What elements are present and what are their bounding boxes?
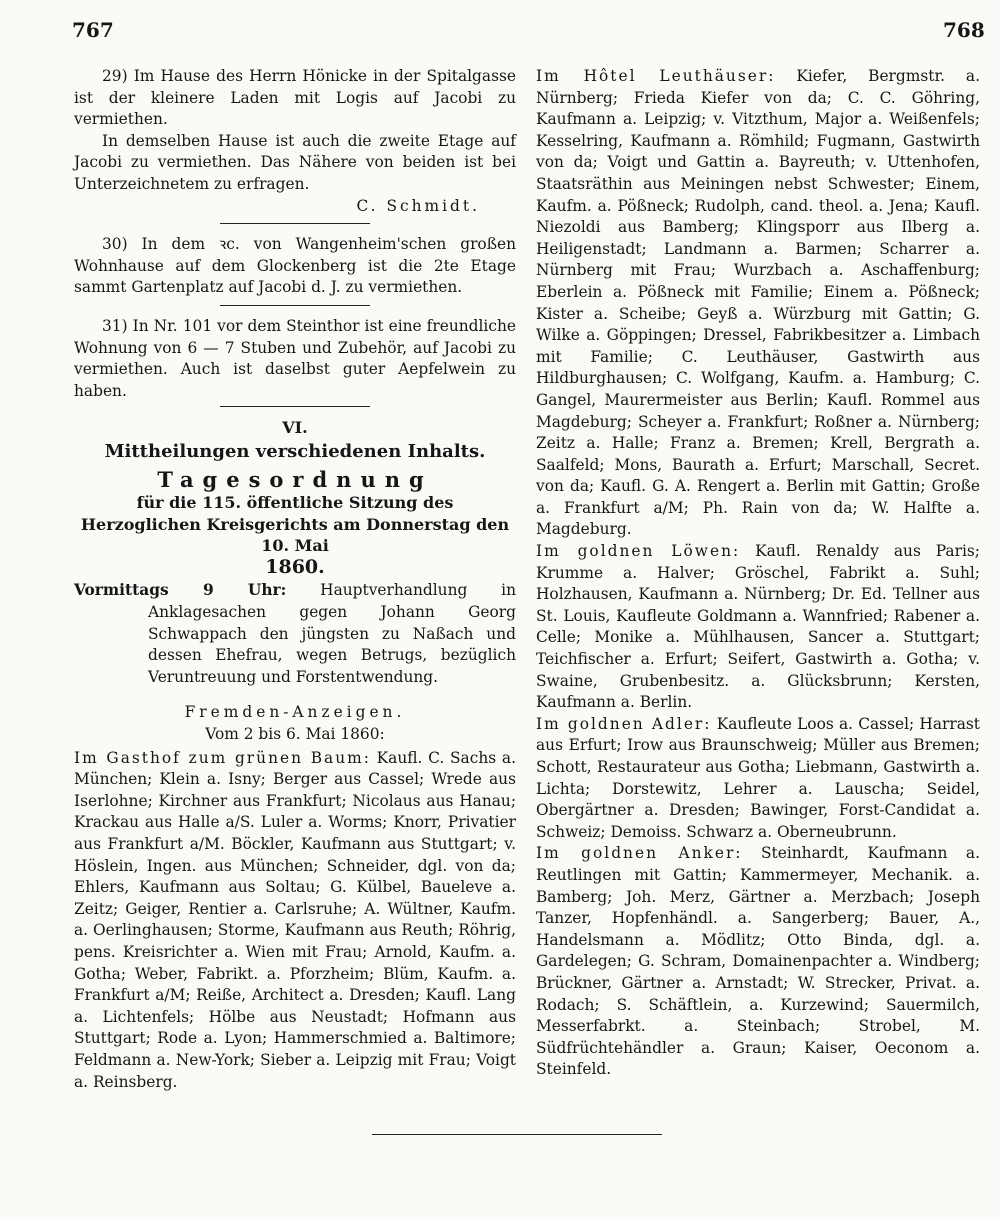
divider <box>220 305 370 306</box>
notice-29-paragraph-1: 29) Im Hause des Herrn Hönicke in der Spitalgasse ist der kleinere Laden mit Logis auf Jacobi zu vermiethen. <box>74 67 516 129</box>
left-column <box>74 66 516 1093</box>
bottom-divider <box>372 1134 662 1135</box>
notice-30: 30) In dem ꝛc. von Wangenheim'schen großen Wohnhause auf dem Glockenberg ist die 2te Etage sammt Gartenplatz auf Jacobi d. J. zu vermiethen. <box>74 235 516 297</box>
notice-29-signature: C. Schmidt. <box>356 196 480 215</box>
hotel-name: Im Hôtel Leuthäuser: <box>536 67 776 85</box>
hotel-guests: Kaufl. Renaldy aus Paris; Krumme a. Halver; Gröschel, Fabrikt a. Suhl; Holzhausen, Kaufmann a. Nürnberg; Dr. Ed. Tellner aus St. Louis, Kaufleute Goldmann a. Wannfried; Rabener a. Celle; Monike a. Mühlhausen, Sancer a. Stuttgart; Teichfischer a. Erfurt; Seifert, Gastwirth a. Gotha; v. Swaine, Grubenbesitz. a. Glücksbrunn; Kersten, Kaufmann a. Berlin. <box>536 542 980 712</box>
agenda-title: Tagesordnung <box>157 466 433 492</box>
agenda-subtitle: für die 115. öffentliche Sitzung des Herzoglichen Kreisgerichts am Donnerstag den 10. Mai <box>80 493 510 556</box>
agenda-time-label: Vormittags 9 Uhr: <box>74 581 287 600</box>
hotel-guests: Kaufleute Loos a. Cassel; Harrast aus Erfurt; Irow aus Braunschweig; Müller aus Bremen; Schott, Restaurateur aus Gotha; Liebmann, Gastwirth a. Lichta; Dorstewitz, Lehrer a. Lauscha; Seidel, Obergärtner a. Dresden; Bawinger, Forst-Candidat a. Schweiz; Demoiss. Schwarz a. Oberneubrunn. <box>536 714 980 841</box>
hotel-entry-gruenen-baum <box>74 748 516 1094</box>
hotel-name: Im goldnen Adler: <box>536 714 712 733</box>
hotel-guests: Kiefer, Bergmstr. a. Nürnberg; Frieda Kiefer von da; C. C. Göhring, Kaufmann a. Leipzig; v. Vitzthum, Major a. Weißenfels; Kesselring, Kaufmann a. Römhild; Fugmann, Gastwirth von da; Voigt und Gattin a. Bayreuth; v. Uttenhofen, Staatsräthin aus Meiningen nebst Schwester; Einem, Kaufm. a. Pößneck; Rudolph, cand. theol. a. Jena; Kaufl. Niezoldi aus Bamberg; Klingsporr aus Ilberg a. Heiligenstadt; Landmann a. Barmen; Scharrer a. Nürnberg mit Frau; Wurzbach a. Aschaffenburg; Eberlein a. Pößneck mit Familie; Einem a. Pößneck; Kister a. Scheibe; Geyß a. Würzburg mit Gattin; G. Wilke a. Göppingen; Dressel, Fabrikbesitzer a. Limbach mit Familie; C. Leuthäuser, Gastwirth aus Hildburghausen; C. Wolfgang, Kaufm. a. Hamburg; C. Gangel, Maurermeister aus Berlin; Kaufl. Rommel aus Magdeburg; Scheyer a. Frankfurt; Roßner a. Nürnberg; Zeitz a. Halle; Franz a. Bremen; Krell, Bergrath a. Saalfeld; Mons, Baurath a. Erfurt; Marschall, Secret. von da; Kaufl. G. A. Rengert a. Berlin mit Gattin; Große a. Frankfurt a/M; Ph. Rain von da; W. Halfte a. Magdeburg. <box>536 67 980 539</box>
hotel-guests: Kaufl. C. Sachs a. München; Klein a. Isny; Berger aus Cassel; Wrede aus Iserlohne; Kirchner aus Frankfurt; Nicolaus aus Hanau; Krackau aus Halle a/S. Luler a. Worms; Knorr, Privatier aus Frankfurt a/M. Böckler, Kaufmann aus Stuttgart; v. Höslein, Ingen. aus München; Schneider, dgl. von da; Ehlers, Kaufmann aus Soltau; G. Külbel, Baueleve a. Zeitz; Geiger, Rentier a. Carlsruhe; A. Wültner, Kaufm. a. Oerlinghausen; Storme, Kaufmann aus Reuth; Röhrig, pens. Kreisrichter a. Wien mit Frau; Arnold, Kaufm. a. Gotha; Weber, Fabrikt. a. Pforzheim; Blüm, Kaufm. a. Frankfurt a/M; Reiße, Architect a. Dresden; Kaufl. Lang a. Lichtenfels; Hölbe aus Neustadt; Hofmann aus Stuttgart; Rode a. Lyon; Hammerschmied a. Baltimore; Feldmann a. New-York; Sieber a. Leipzig mit Frau; Voigt a. Reinsberg. <box>74 748 516 1091</box>
hotel-entry-goldnen-loewen <box>536 541 980 714</box>
hotel-entry-leuthaeuser <box>536 66 980 541</box>
divider <box>220 223 370 224</box>
hotel-name: Im goldnen Löwen: <box>536 542 741 561</box>
guest-list-title: Fremden-Anzeigen. <box>184 703 406 722</box>
notice-29-paragraph-2: In demselben Hause ist auch die zweite Etage auf Jacobi zu vermiethen. Das Nähere von beiden ist bei Unterzeichnetem zu erfragen. <box>74 131 516 193</box>
section-number: VI. <box>282 418 308 438</box>
hotel-name: Im Gasthof zum grünen Baum: <box>74 748 371 767</box>
hotel-guests: Steinhardt, Kaufmann a. Reutlingen mit Gattin; Kammermeyer, Mechanik. a. Bamberg; Joh. Merz, Gärtner a. Merzbach; Joseph Tanzer, Hopfenhändl. a. Sangerberg; Bauer, A., Handelsmann a. Mödlitz; Otto Binda, dgl. a. Gardelegen; G. Schram, Domainenpachter a. Windberg; Brückner, Gärtner a. Arnstadt; W. Strecker, Privat. a. Rodach; S. Schäftlein, a. Kurzewind; Sauermilch, Messerfabrkt. a. Steinbach; Strobel, M. Südfrüchtehändler a. Graun; Kaiser, Oeconom a. Steinfeld. <box>536 844 980 1079</box>
right-column <box>536 66 980 1081</box>
section-title: Mittheilungen verschiedenen Inhalts. <box>104 440 486 462</box>
agenda-text: Hauptverhandlung in Anklagesachen gegen Johann Georg Schwappach den jüngsten zu Naßach und dessen Ehefrau, wegen Betrugs, bezüglich Veruntreuung und Forstentwendung. <box>148 581 516 686</box>
agenda-year: 1860. <box>265 555 325 578</box>
hotel-entry-goldnen-adler <box>536 714 980 844</box>
guest-list-dates: Vom 2 bis 6. Mai 1860: <box>205 725 385 744</box>
page-number-left: 767 <box>72 18 114 42</box>
hotel-entry-goldnen-anker <box>536 843 980 1081</box>
notice-31: 31) In Nr. 101 vor dem Steinthor ist eine freundliche Wohnung von 6 — 7 Stuben und Zubehör, auf Jacobi zu vermiethen. Auch ist daselbst guter Aepfelwein zu haben. <box>74 316 516 400</box>
agenda-entry <box>74 580 516 688</box>
page-number-right: 768 <box>943 18 985 42</box>
divider <box>220 406 370 407</box>
hotel-name: Im goldnen Anker: <box>536 844 743 863</box>
